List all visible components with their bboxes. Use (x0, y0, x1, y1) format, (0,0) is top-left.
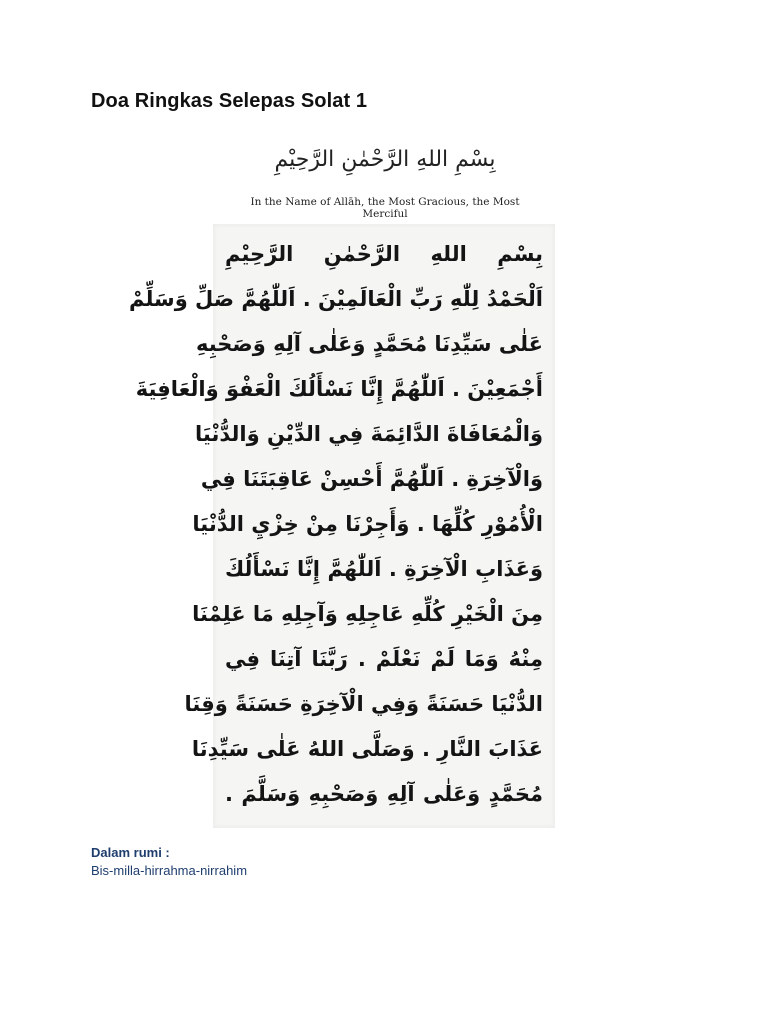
basmala-calligraphy (230, 140, 540, 220)
doa-line: الْأُمُوْرِ كُلِّهَا . وَأَجِرْنَا مِنْ خِزْيِ الدُّنْيَا (192, 512, 543, 536)
basmala-caption: In the Name of Allāh, the Most Gracious, the Most Merciful (250, 196, 520, 220)
doa-lines (129, 232, 543, 817)
basmala-arabic-text: بِسْمِ اللهِ الرَّحْمٰنِ الرَّحِيْمِ (274, 147, 496, 172)
doa-line: مِنْهُ وَمَا لَمْ نَعْلَمْ . رَبَّنَا آتِنَا فِي (225, 647, 543, 671)
doa-line: عَذَابَ النَّارِ . وَصَلَّى اللهُ عَلٰى سَيِّدِنَا (191, 737, 543, 761)
doa-line: الدُّنْيَا حَسَنَةً وَفِي الْآخِرَةِ حَسَنَةً وَقِنَا (184, 692, 543, 716)
doa-line: مُحَمَّدٍ وَعَلٰى آلِهِ وَصَحْبِهِ وَسَلَّمَ . (225, 782, 543, 806)
doa-line: اَلْحَمْدُ لِلّٰهِ رَبِّ الْعَالَمِيْنَ . اَللّٰهُمَّ صَلِّ وَسَلِّمْ (129, 287, 543, 311)
doa-line: عَلٰى سَيِّدِنَا مُحَمَّدٍ وَعَلٰى آلِهِ وَصَحْبِهِ (195, 332, 543, 356)
doa-line: مِنَ الْخَيْرِ كُلِّهِ عَاجِلِهِ وَآجِلِهِ مَا عَلِمْنَا (192, 602, 543, 626)
doa-line: وَعَذَابِ الْآخِرَةِ . اَللّٰهُمَّ إِنَّا نَسْأَلُكَ (225, 557, 543, 581)
doa-line: وَالْمُعَافَاةَ الدَّائِمَةَ فِي الدِّيْنِ وَالدُّنْيَا (195, 422, 543, 446)
doa-line: بِسْمِ اللهِ الرَّحْمٰنِ الرَّحِيْمِ (225, 242, 543, 266)
rumi-label: Dalam rumi : (91, 845, 170, 860)
rumi-transliteration: Bis-milla-hirrahma-nirrahim (91, 863, 248, 878)
doa-line: أَجْمَعِيْنَ . اَللّٰهُمَّ إِنَّا نَسْأَلُكَ الْعَفْوَ وَالْعَافِيَةَ (135, 377, 543, 401)
doa-line: وَالْآخِرَةِ . اَللّٰهُمَّ أَحْسِنْ عَاقِبَتَنَا فِي (200, 467, 543, 491)
doa-arabic-image (129, 224, 555, 828)
document-title: Doa Ringkas Selepas Solat 1 (91, 90, 368, 112)
